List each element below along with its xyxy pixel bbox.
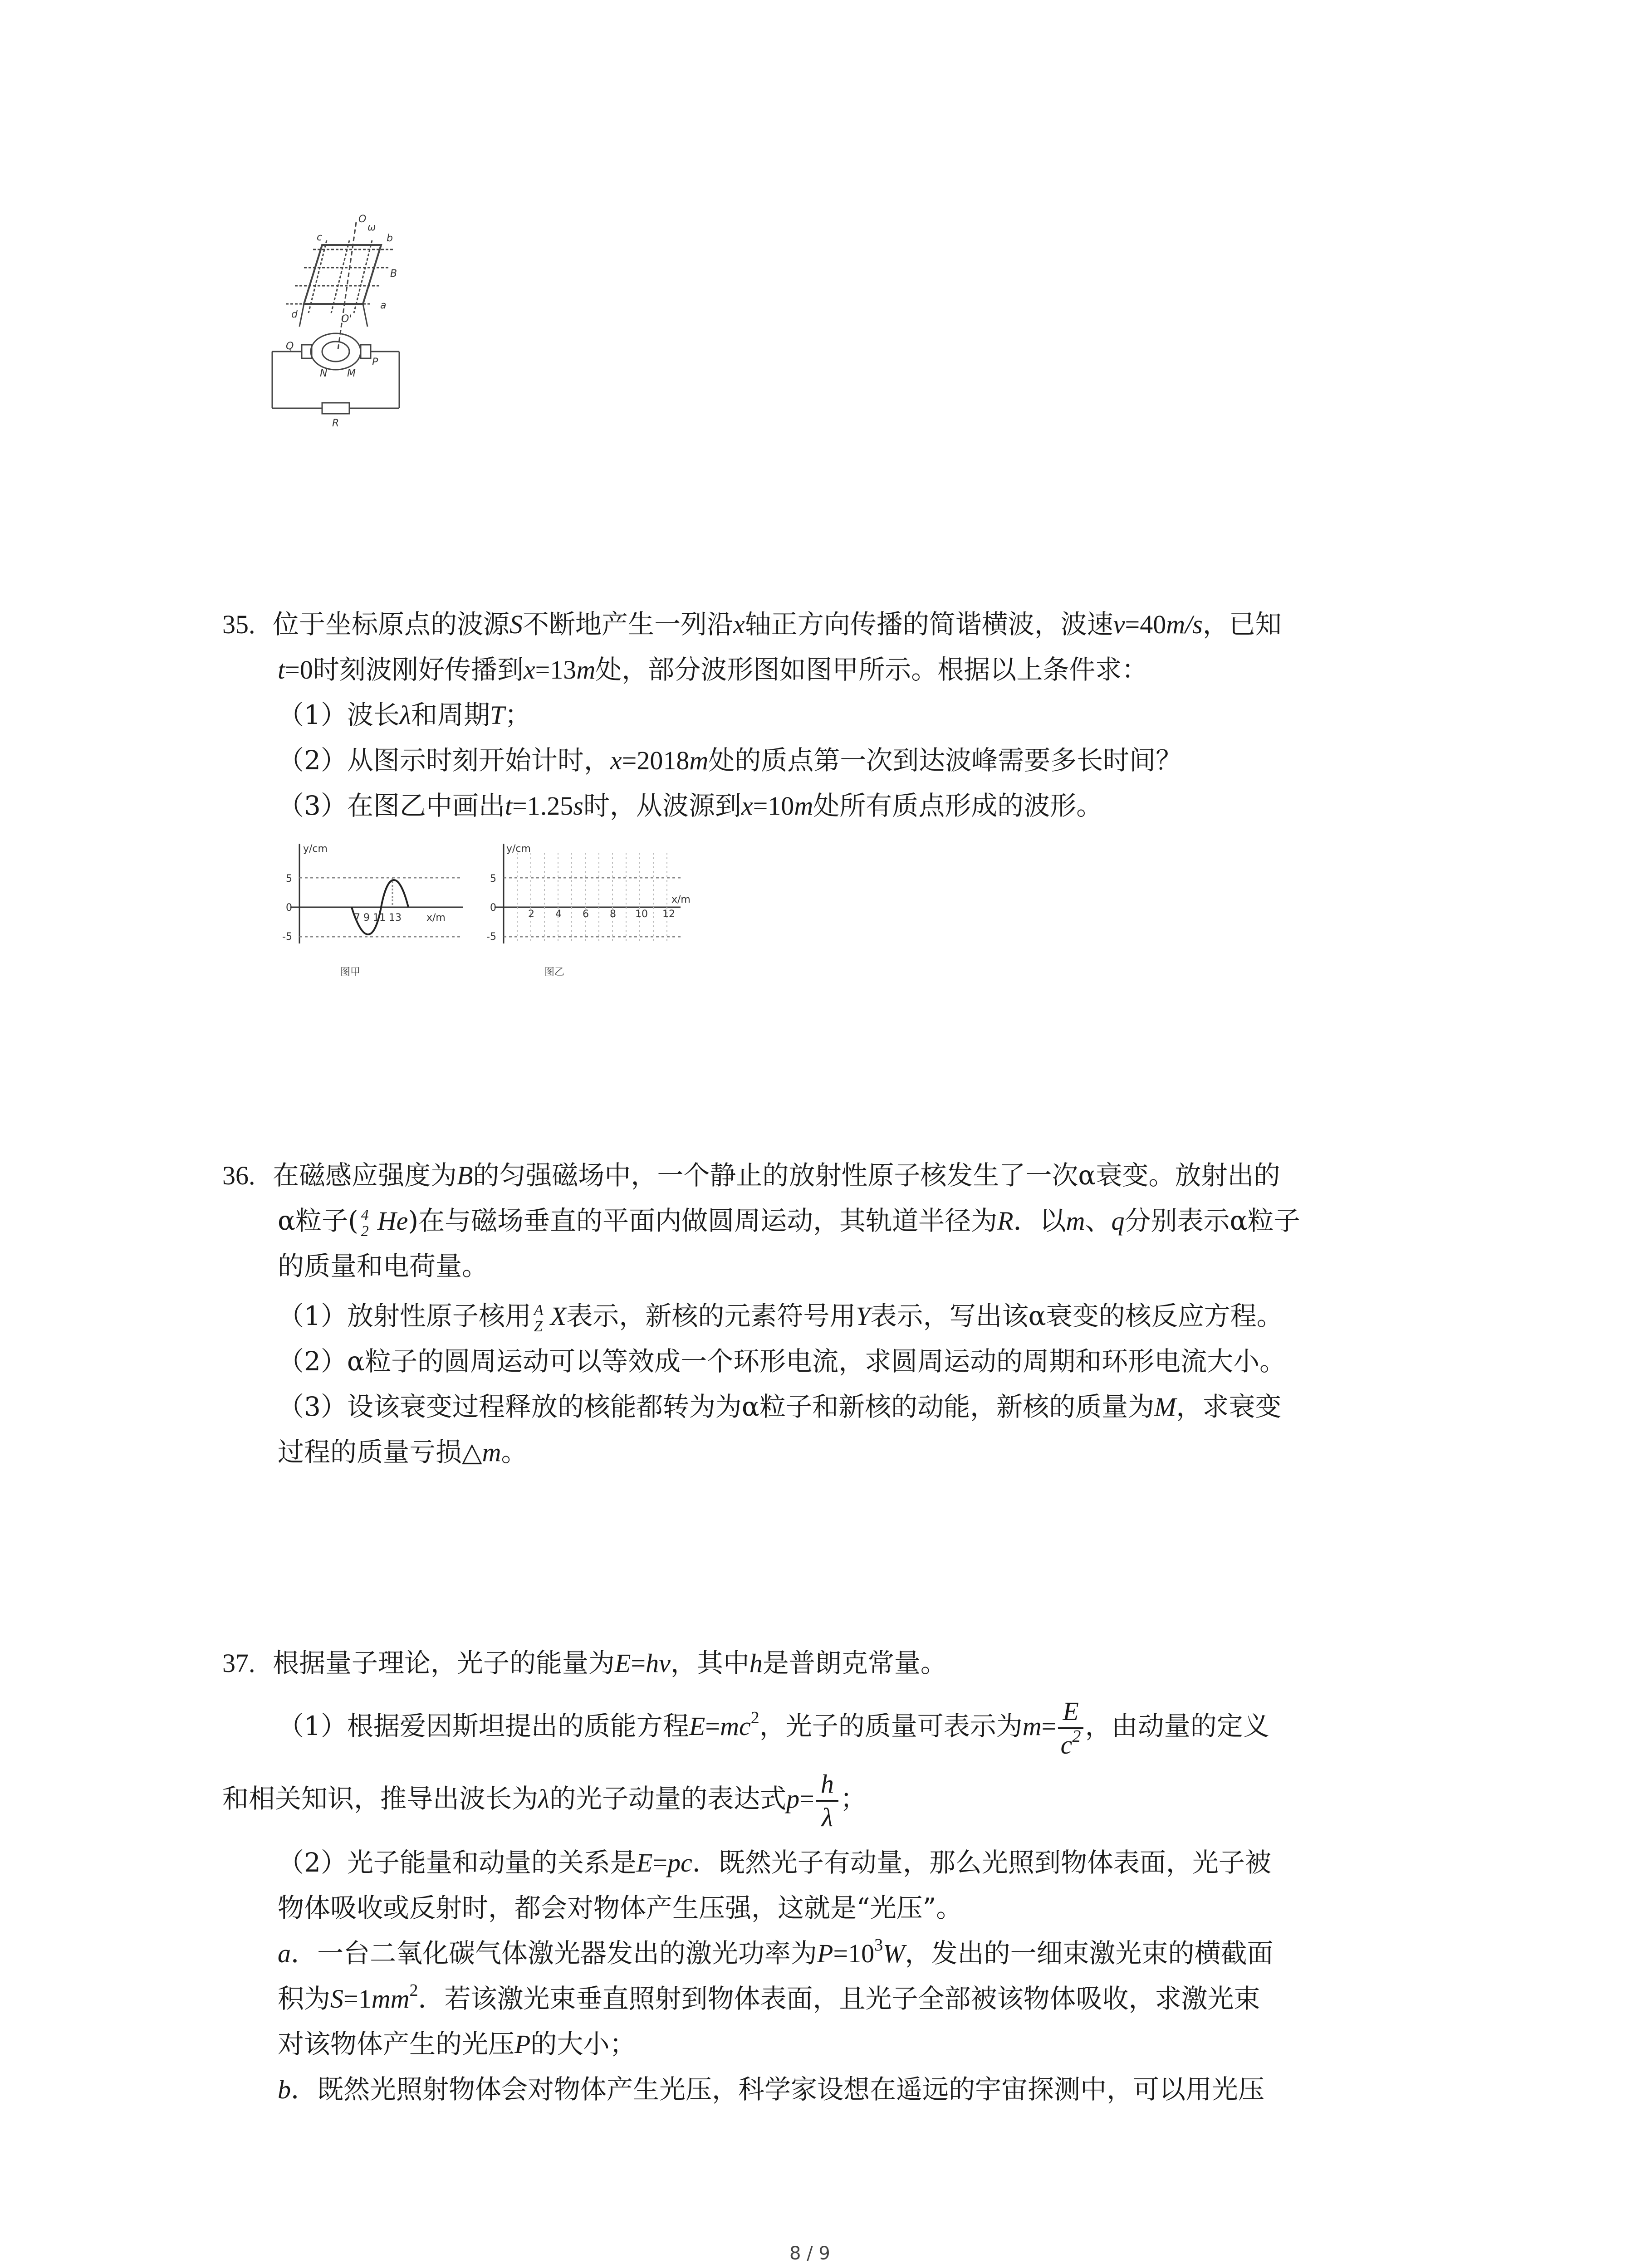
item-a: a	[278, 1939, 291, 1968]
q36-part1	[278, 1295, 1283, 1337]
unit: m/s	[1166, 610, 1203, 639]
var-v: v	[1113, 610, 1125, 639]
yi-xtick: 2	[528, 909, 534, 920]
var-R: R	[997, 1206, 1014, 1236]
q37-part1	[278, 1692, 1269, 1761]
text: 不断地产生一列沿	[522, 609, 733, 640]
var-t: t	[278, 655, 285, 684]
text: ，求衰变	[1176, 1391, 1282, 1422]
text: ；	[840, 1783, 867, 1814]
text: =	[799, 1784, 814, 1813]
q35-part2	[278, 739, 1182, 782]
var-hv: hν	[646, 1648, 671, 1678]
label-O: O	[358, 214, 367, 225]
q35-number: 35.	[222, 610, 255, 639]
text: =10	[833, 1939, 875, 1968]
yi-xtick: 8	[610, 909, 616, 920]
jia-caption: 图甲	[340, 967, 361, 978]
text: =	[1041, 1711, 1057, 1741]
item-b: b	[278, 2075, 291, 2104]
unit: s	[573, 791, 583, 821]
q35-line1	[222, 603, 1282, 645]
q37-part-a-line3	[278, 2023, 636, 2065]
q36-number: 36.	[222, 1161, 255, 1190]
numerator: E	[1058, 1696, 1083, 1729]
yi-ylabel: y/cm	[506, 843, 531, 855]
yi-xtick: 4	[555, 909, 562, 920]
text: 物体吸收或反射时，都会对物体产生压强，这就是“光压”。	[278, 1892, 963, 1923]
text: ，已知	[1202, 609, 1282, 640]
q36-line1	[222, 1154, 1280, 1197]
fraction-h-over-lambda	[816, 1768, 838, 1833]
text: 在磁感应强度为	[272, 1160, 457, 1191]
text: 、	[1085, 1205, 1112, 1236]
var-q: q	[1111, 1206, 1125, 1236]
var-h: h	[749, 1648, 763, 1678]
q35-part3	[278, 785, 1102, 827]
text: 根据量子理论，光子的能量为	[272, 1647, 615, 1678]
text: ，发出的一细束激光束的横截面	[905, 1938, 1274, 1969]
q35-line2	[278, 649, 1148, 691]
label-a: a	[380, 300, 387, 311]
denominator	[1058, 1726, 1083, 1761]
text: 和相关知识，推导出波长为	[222, 1783, 539, 1814]
text: ．一台二氧化碳气体激光器发出的激光功率为	[291, 1938, 818, 1969]
unit: m	[689, 746, 709, 775]
label-B: B	[390, 268, 397, 279]
jia-xticks: 7 9 11 13	[354, 912, 402, 924]
text: =1.25	[512, 791, 573, 821]
var-E: E	[689, 1711, 705, 1741]
var-m: m	[1066, 1206, 1085, 1236]
text: 是普朗克常量。	[762, 1647, 947, 1678]
text: =10	[753, 791, 794, 821]
unit: m	[576, 655, 596, 684]
text: α粒子(	[278, 1205, 358, 1236]
label-omega: ω	[367, 222, 376, 233]
yi-xtick: 12	[662, 909, 675, 920]
text: ．以	[1013, 1205, 1066, 1236]
element-He: He	[377, 1206, 408, 1236]
text: 和周期	[411, 699, 490, 730]
q36-line3	[278, 1245, 488, 1287]
q37-part-a-line2	[278, 1978, 1260, 2020]
superscript: 3	[874, 1936, 883, 1955]
superscript: 2	[750, 1708, 759, 1727]
var-t: t	[505, 791, 513, 821]
yi-y5: 5	[490, 873, 496, 885]
wave-figure-jia	[272, 839, 485, 989]
var-P: P	[817, 1939, 833, 1968]
var-x: x	[610, 746, 622, 775]
yi-xtick: 10	[635, 909, 648, 920]
atomic-number: 2	[361, 1222, 369, 1240]
yi-xlabel: x/m	[671, 894, 691, 905]
jia-y5: 5	[286, 873, 292, 885]
q37-part-b	[278, 2068, 1264, 2111]
text: =0时刻波刚好传播到	[285, 655, 524, 684]
text: =	[631, 1648, 646, 1678]
text: （3）设该衰变过程释放的核能都转为为α粒子和新核的动能，新核的质量为	[278, 1391, 1155, 1422]
yi-y-5: -5	[486, 931, 496, 943]
var-E: E	[636, 1848, 653, 1877]
text: 轴正方向传播的简谐横波，波速	[745, 609, 1113, 640]
q36-line2	[278, 1200, 1300, 1242]
var-x: x	[741, 791, 753, 821]
jia-xlabel: x/m	[426, 912, 446, 924]
var-T: T	[490, 700, 505, 730]
text: ，由动量的定义	[1085, 1711, 1269, 1741]
denominator: λ	[821, 1802, 833, 1832]
var-S: S	[330, 1984, 344, 2014]
mass-number: 4	[361, 1206, 369, 1223]
yi-xtick: 6	[583, 909, 589, 920]
text: 分别表示α粒子	[1124, 1205, 1300, 1236]
text: ．若该激光束垂直照射到物体表面，且光子全部被该物体吸收，求激光束	[418, 1983, 1260, 2014]
element-X: X	[550, 1301, 567, 1331]
text: 处的质点第一次到达波峰需要多长时间？	[708, 745, 1182, 776]
text: 过程的质量亏损△	[278, 1437, 482, 1467]
var-p: p	[786, 1784, 800, 1813]
text: ；	[505, 699, 531, 730]
denominator-base: c	[1060, 1730, 1073, 1760]
text: 的光子动量的表达式	[549, 1783, 787, 1814]
var-S: S	[509, 610, 523, 639]
label-O-prime: O'	[341, 313, 352, 325]
label-R: R	[332, 418, 339, 429]
text: 的质量和电荷量。	[278, 1251, 489, 1281]
text: =2018	[622, 746, 690, 775]
var-lambda: λ	[399, 700, 411, 730]
text: （1）波长	[278, 699, 400, 730]
text: 时，从波源到	[583, 790, 741, 821]
jia-ylabel: y/cm	[303, 843, 328, 855]
label-d: d	[291, 309, 298, 320]
text: =	[652, 1848, 668, 1877]
jia-y0: 0	[286, 902, 292, 914]
text: （2）从图示时刻开始计时，	[278, 745, 610, 776]
generator-figure	[259, 213, 413, 431]
text: =	[705, 1711, 720, 1741]
var-lambda: λ	[538, 1784, 550, 1813]
label-Q: Q	[286, 341, 294, 352]
label-N: N	[320, 368, 328, 379]
text: =1	[343, 1984, 372, 2014]
text: 处，部分波形图如图甲所示。根据以上条件求：	[595, 654, 1148, 685]
text: 的匀强磁场中，一个静止的放射性原子核发生了一次α衰变。放射出的	[473, 1160, 1280, 1191]
var-E: E	[614, 1648, 631, 1678]
var-B: B	[456, 1161, 473, 1190]
fraction-E-over-c2	[1058, 1696, 1083, 1761]
var-m: m	[482, 1437, 501, 1467]
q35-part1	[278, 694, 531, 736]
q37-number: 37.	[222, 1648, 255, 1678]
text: ．既然光照射物体会对物体产生光压，科学家设想在遥远的宇宙探测中，可以用光压	[291, 2074, 1265, 2105]
text: （1）放射性原子核用	[278, 1300, 531, 1331]
unit: W	[883, 1939, 905, 1968]
text: 对该物体产生的光压	[278, 2028, 515, 2059]
text: （2）α粒子的圆周运动可以等效成一个环形电流，求圆周运动的周期和环形电流大小。	[278, 1346, 1286, 1377]
label-P: P	[372, 357, 378, 368]
label-M: M	[347, 368, 356, 379]
text: 。	[501, 1437, 528, 1467]
q36-part2	[278, 1340, 1286, 1382]
yi-y0: 0	[490, 902, 496, 914]
text: （1）根据爱因斯坦提出的质能方程	[278, 1711, 689, 1741]
label-b: b	[387, 233, 393, 244]
generator-diagram	[259, 213, 413, 431]
wave-figure-yi	[481, 839, 699, 989]
var-pc: pc	[667, 1848, 692, 1877]
atomic-number: Z	[534, 1318, 543, 1335]
q37-part-a	[278, 1932, 1274, 1975]
q37-line1	[222, 1642, 947, 1684]
var-mc: mc	[720, 1711, 751, 1741]
text: 位于坐标原点的波源	[272, 609, 509, 640]
text: （3）在图乙中画出	[278, 790, 505, 821]
page-number: 8 / 9	[789, 2243, 830, 2264]
unit: mm	[371, 1984, 410, 2014]
text: （2）光子能量和动量的关系是	[278, 1847, 637, 1878]
text: =40	[1125, 610, 1166, 639]
jia-y-5: -5	[282, 931, 292, 943]
text: )在与磁场垂直的平面内做圆周运动，其轨道半径为	[408, 1205, 998, 1236]
q37-part2-line2	[278, 1887, 962, 1929]
text: 处所有质点形成的波形。	[813, 790, 1103, 821]
yi-caption: 图乙	[544, 967, 565, 978]
text: ．既然光子有动量，那么光照到物体表面，光子被	[692, 1847, 1271, 1878]
text: 积为	[278, 1983, 331, 2014]
q37-part2	[278, 1842, 1271, 1884]
var-x: x	[523, 655, 535, 684]
q36-part3-line2	[278, 1431, 528, 1473]
superscript: 2	[409, 1981, 418, 2000]
var-P: P	[514, 2029, 531, 2059]
var-M: M	[1154, 1392, 1176, 1422]
var-m: m	[1022, 1711, 1042, 1741]
x-isotope	[531, 1301, 550, 1335]
element-Y: Y	[856, 1301, 871, 1331]
unit: m	[794, 791, 813, 821]
superscript: 2	[1072, 1726, 1081, 1746]
text: =13	[535, 655, 577, 684]
q37-part1-line2	[222, 1765, 867, 1833]
text: ，其中	[670, 1647, 749, 1678]
text: 表示，新核的元素符号用	[566, 1300, 856, 1331]
label-c: c	[317, 232, 323, 243]
var-x: x	[733, 610, 745, 639]
mass-number: A	[534, 1301, 544, 1319]
text: 的大小；	[530, 2028, 636, 2059]
text: ，光子的质量可表示为	[759, 1711, 1023, 1741]
text: 表示，写出该α衰变的核反应方程。	[870, 1300, 1283, 1331]
numerator: h	[816, 1768, 838, 1802]
q36-part3	[278, 1386, 1281, 1428]
he-isotope	[358, 1206, 377, 1240]
